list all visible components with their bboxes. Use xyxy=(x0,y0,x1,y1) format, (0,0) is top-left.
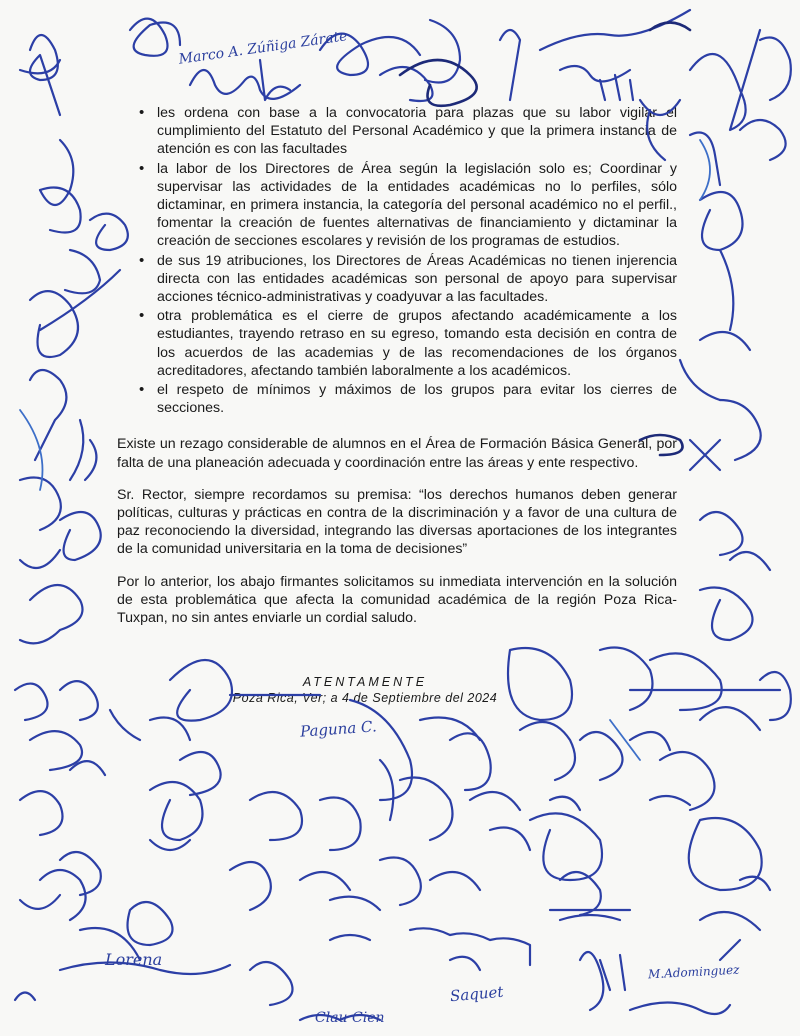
signature-saquet: Saquet xyxy=(449,982,505,1006)
signature xyxy=(700,192,743,250)
signature xyxy=(410,928,530,965)
signature xyxy=(150,782,203,840)
signature-paguna: Paguna C. xyxy=(299,717,378,741)
signature xyxy=(40,870,86,920)
signature xyxy=(15,684,48,720)
signature xyxy=(580,952,603,1010)
letter-body xyxy=(117,104,677,627)
signature xyxy=(700,588,753,641)
paragraph-solicitud: Por lo anterior, los abajo firmantes solicitamos su inmediata intervención en la solución de esta problemática que afecta la comunidad académica de la región Poza Rica-Tuxpan, no sin antes enviarle un cordial saludo. xyxy=(117,573,677,627)
signature xyxy=(40,140,73,205)
closing-block xyxy=(200,675,530,705)
signature-claudia: Clau Cien xyxy=(315,1010,385,1026)
paragraph-premisa: Sr. Rector, siempre recordamos su premisa: “los derechos humanos deben generar políticas, culturas y prácticas en contra de la discriminación y a favor de una cultura de paz reconociendo la diversidad, integrando las diversas aportaciones de los integrantes de la comunidad universitaria en la toma de decisiones” xyxy=(117,486,677,558)
signature xyxy=(500,30,520,100)
signature xyxy=(690,30,760,130)
signature xyxy=(230,862,271,910)
signature xyxy=(30,585,83,630)
signature xyxy=(530,813,602,880)
signature xyxy=(720,400,761,460)
signature xyxy=(660,752,715,810)
signature xyxy=(20,478,61,531)
atentamente-label: ATENTAMENTE xyxy=(302,675,428,689)
signature xyxy=(700,512,743,555)
bullet-item: • el respeto de mínimos y máximos de los grupos para evitar los cierres de secciones. xyxy=(157,381,677,417)
bullet-item: • la labor de los Directores de Área según la legislación solo es; Coordinar y supervisar las actividades de la entidades académicas no lo perfiles, sólo dictaminar, en primera instancia, la categoría del personal académico no el perfil., fomentar la creación de fuentes alternativas de financiamiento y dictaminar la creación de secciones escolares y revisión de los programas de estudios. xyxy=(157,160,677,251)
bullet-list xyxy=(117,104,677,417)
signature-marco: Marco A. Zúñiga Zárate xyxy=(177,28,349,68)
signature-madominguez: M.Adominguez xyxy=(647,962,740,982)
signature xyxy=(190,70,300,99)
paragraph-rezago: Existe un rezago considerable de alumnos en el Área de Formación Básica General, por falta de una planeación adecuada y coordinación entre las áreas y ente respectivo. xyxy=(117,436,677,471)
place-date: Poza Rica, Ver; a 4 de Septiembre del 2024 xyxy=(232,691,498,705)
signature-lorena: Lorena xyxy=(105,950,163,969)
signature xyxy=(30,291,78,357)
bullet-item: • de sus 19 atribuciones, los Directores de Áreas Académicas no tienen injerencia directa con las entidades académicas son personal de apoyo para supervisar acciones técnico-administrativas y coadyuvar a las facultades. xyxy=(157,252,677,307)
bullet-item: • otra problemática es el cierre de grupos afectando académicamente a los estudiantes, trayendo retraso en su egreso, tomando esta decisión en contra de los acuerdos de las academias y de las recomendaciones de los órganos acreditadores, afectando también laboralmente a los académicos. xyxy=(157,307,677,380)
signature xyxy=(450,733,491,790)
signature xyxy=(30,35,60,115)
signature xyxy=(320,798,361,851)
signature xyxy=(350,700,412,800)
signature xyxy=(130,19,180,56)
bullet-item: • les ordena con base a la convocatoria para plazas que su labor vigilar el cumplimiento del Estatuto del Personal Académico y que la primera instancia de atención es con las facultades xyxy=(157,104,677,159)
signature xyxy=(20,791,63,835)
